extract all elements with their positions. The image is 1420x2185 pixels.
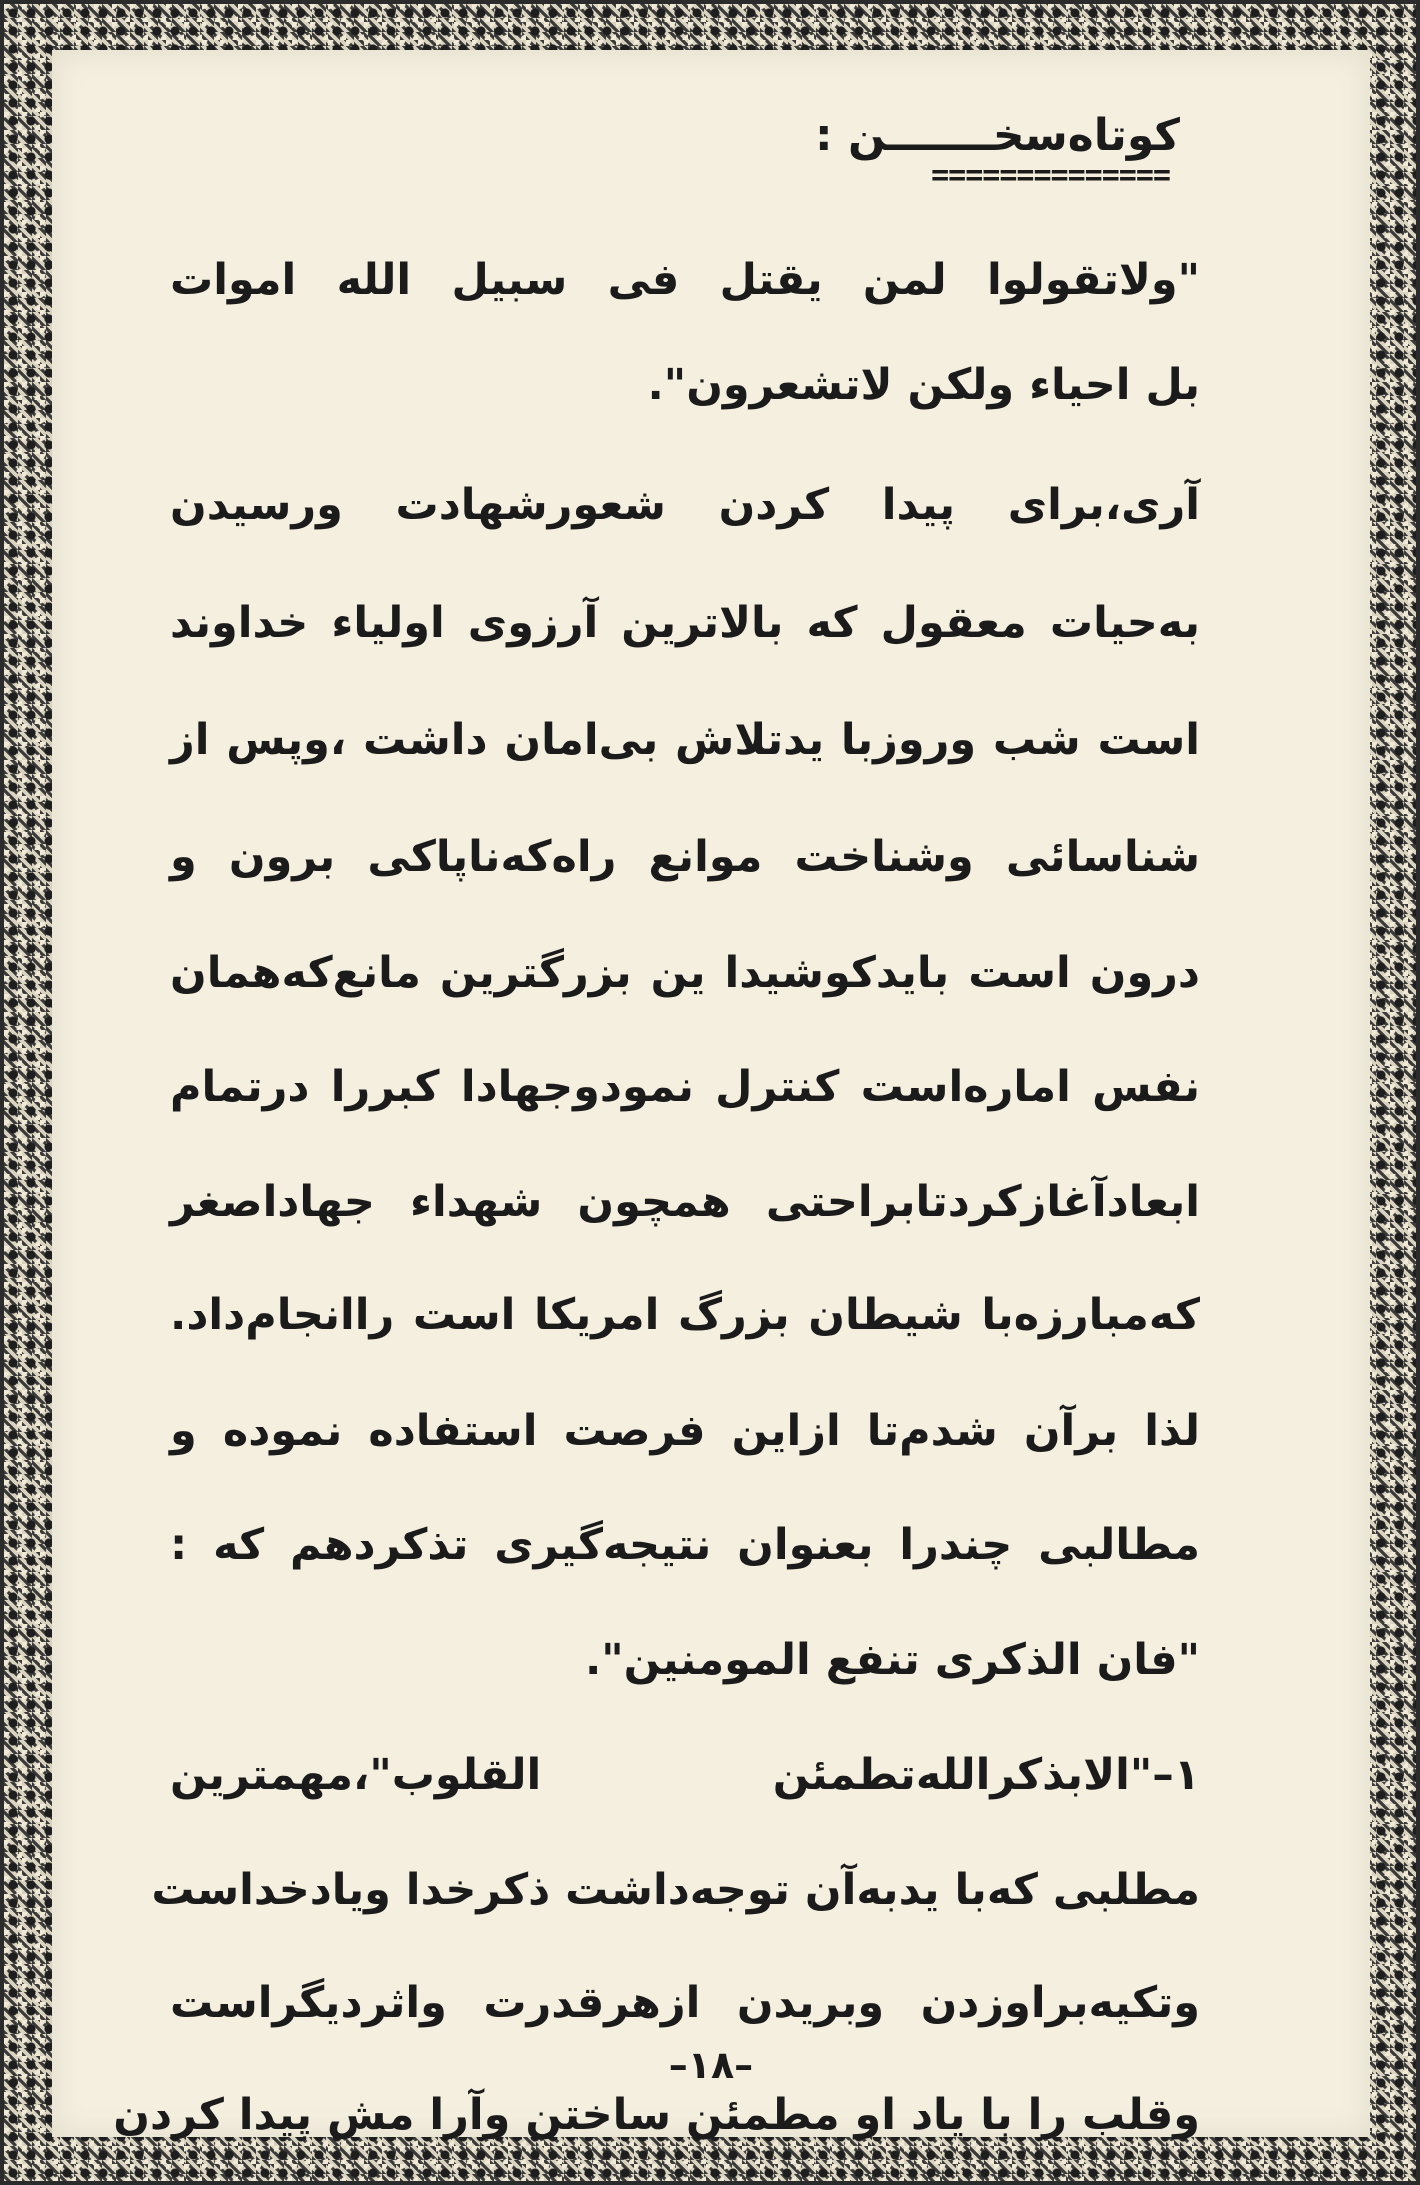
text-line: ۱–"الابذکرالله‌تطمئن القلوب"،مهمترین <box>170 1750 1200 1800</box>
text-line: مطالبی چندرا بعنوان نتیجه‌گیری تذکردهم که : <box>170 1520 1200 1570</box>
text-line: وتکیه‌براوزدن وبریدن ازهرقدرت واثردیگراست <box>170 1978 1200 2028</box>
text-line: آری،برای پیدا کردن شعورشهادت ورسیدن <box>170 480 1200 530</box>
text-line: "فان الذکری تنفع المومنین". <box>584 1635 1200 1685</box>
text-line: به‌حیات معقول که بالاترین آرزوی اولیاء خداوند <box>170 598 1200 648</box>
page-heading: کوتاه‌سخـــــــن : <box>815 110 1180 161</box>
text-line: شناسائی وشناخت موانع راه‌که‌ناپاکی برون و <box>170 832 1200 882</box>
text-line: بل احیاء ولکن لاتشعرون". <box>647 360 1200 410</box>
text-line: درون است بایدکوشیدا ین بزرگترین مانع‌که‌همان <box>170 948 1200 998</box>
page-number: –۱۸– <box>668 2043 754 2087</box>
text-line: نفس اماره‌است کنترل نمودوجهادا کبررا درتمام <box>170 1062 1200 1112</box>
text-line: است شب وروزبا یدتلاش بی‌امان داشت ،وپس از <box>170 715 1200 765</box>
text-line: وقلب را با یاد او مطمئن ساختن وآرا مش پیدا کردن <box>113 2090 1200 2140</box>
text-line: "ولاتقولوا لمن یقتل فی سبیل الله اموات <box>170 255 1200 305</box>
heading-underline: ============== <box>931 158 1170 193</box>
text-line: مطلبی که‌با یدبه‌آن توجه‌داشت ذکرخدا ویادخداست <box>151 1865 1200 1915</box>
page-content <box>52 50 1370 2140</box>
text-line: که‌مبارزه‌با شیطان بزرگ امریکا است راانجام‌داد. <box>170 1290 1200 1340</box>
text-line: ابعادآغازکردتابراحتی همچون شهداء جهاداصغر <box>170 1177 1200 1227</box>
text-line: لذا برآن شدم‌تا ازاین فرصت استفاده نموده و <box>170 1406 1200 1456</box>
